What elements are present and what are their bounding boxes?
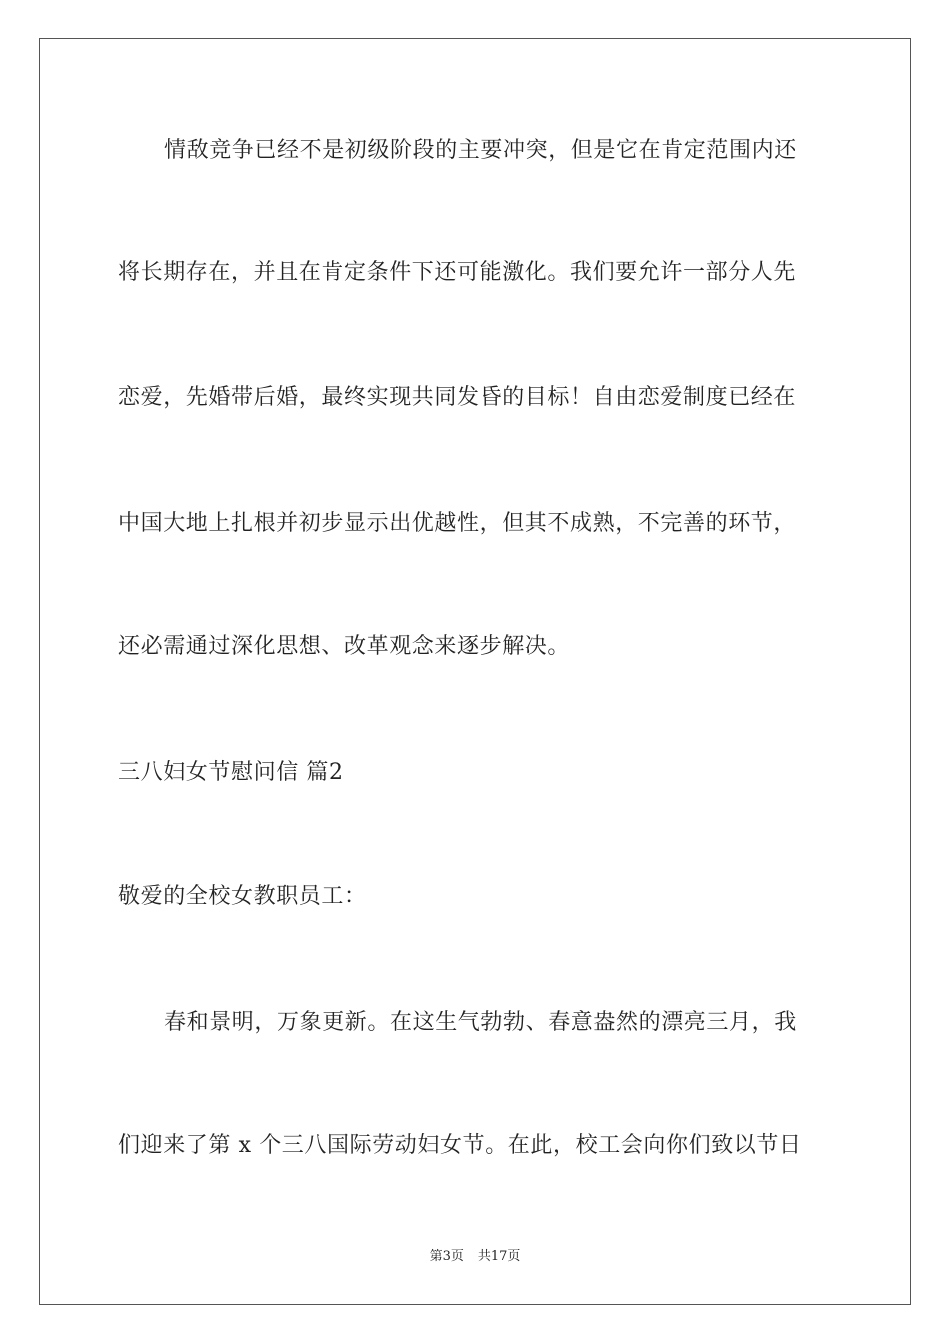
page-frame [39, 38, 911, 1305]
paragraph-line: 们迎来了第 x 个三八国际劳动妇女节。在此，校工会向你们致以节日 [118, 1133, 802, 1158]
paragraph-line: 恋爱，先婚带后婚，最终实现共同发昏的目标！自由恋爱制度已经在 [118, 385, 797, 410]
section-title: 三八妇女节慰问信 篇2 [118, 760, 344, 785]
page-footer [0, 1249, 950, 1265]
paragraph-line: 春和景明，万象更新。在这生气勃勃、春意盎然的漂亮三月，我 [164, 1010, 797, 1035]
page-total: 共17页 [477, 1249, 521, 1264]
page-number: 第3页 [429, 1249, 464, 1264]
paragraph-line: 中国大地上扎根并初步显示出优越性，但其不成熟，不完善的环节， [118, 511, 797, 536]
paragraph-line: 情敌竞争已经不是初级阶段的主要冲突，但是它在肯定范围内还 [164, 138, 797, 163]
salutation: 敬爱的全校女教职员工： [118, 884, 367, 909]
paragraph-line: 将长期存在，并且在肯定条件下还可能激化。我们要允许一部分人先 [118, 260, 797, 285]
paragraph-line: 还必需通过深化思想、改革观念来逐步解决。 [118, 634, 571, 659]
